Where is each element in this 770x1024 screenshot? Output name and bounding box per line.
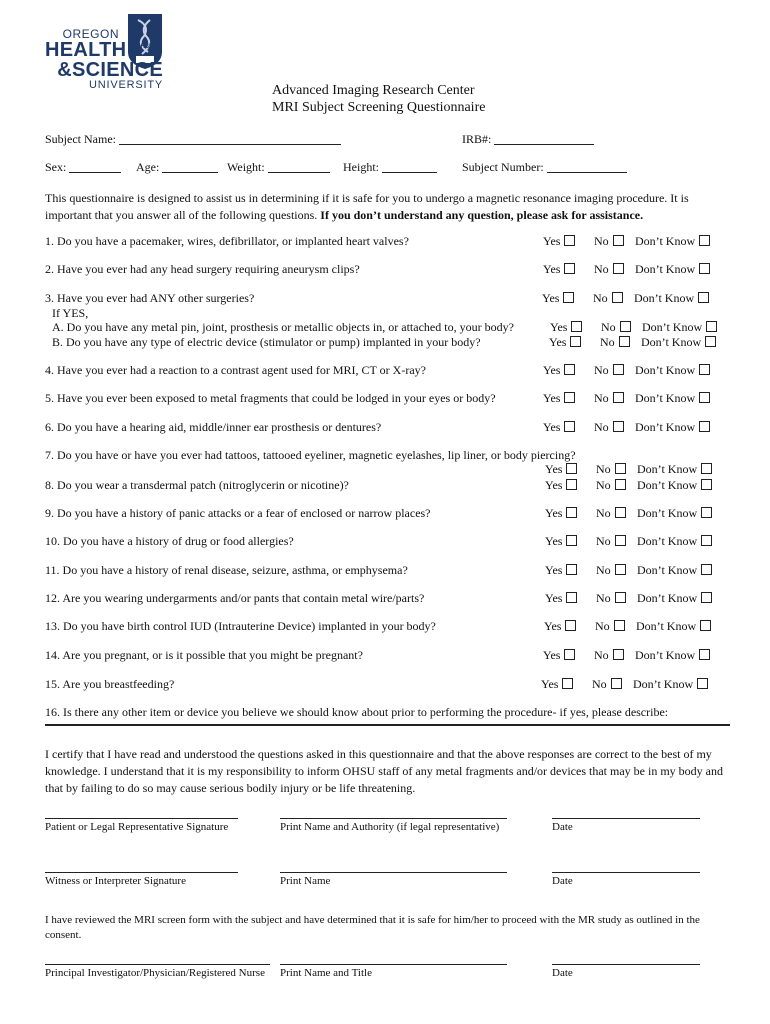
question-11: 11. Do you have a history of renal disease, seizure, asthma, or emphysema? bbox=[45, 563, 408, 577]
q11-dont-know-option[interactable] bbox=[637, 563, 712, 578]
answer-label: Yes bbox=[543, 420, 561, 434]
checkbox[interactable] bbox=[614, 620, 625, 631]
height-field[interactable] bbox=[343, 160, 437, 175]
answer-label: Yes bbox=[545, 506, 563, 520]
answer-label: Don’t Know bbox=[635, 363, 696, 377]
subject-number-line[interactable] bbox=[547, 160, 627, 173]
print-name-title-label: Print Name and Title bbox=[280, 967, 372, 979]
checkbox[interactable] bbox=[620, 321, 631, 332]
checkbox[interactable] bbox=[566, 479, 577, 490]
answer-label: Don’t Know bbox=[635, 234, 696, 248]
checkbox[interactable] bbox=[566, 507, 577, 518]
q12-dont-know-option[interactable] bbox=[637, 591, 712, 606]
checkbox[interactable] bbox=[699, 364, 710, 375]
checkbox[interactable] bbox=[699, 421, 710, 432]
q2-dont-know-option[interactable] bbox=[635, 262, 710, 277]
intro-paragraph bbox=[45, 190, 730, 224]
answer-label: No bbox=[596, 506, 611, 520]
checkbox[interactable] bbox=[563, 292, 574, 303]
q12-yes-option[interactable] bbox=[545, 591, 577, 606]
answer-label: Don’t Know bbox=[637, 462, 698, 476]
checkbox[interactable] bbox=[701, 592, 712, 603]
question-13: 13. Do you have birth control IUD (Intrauterine Device) implanted in your body? bbox=[45, 619, 436, 633]
logo-line-university: UNIVERSITY bbox=[88, 79, 163, 91]
checkbox[interactable] bbox=[566, 535, 577, 546]
q12-no-option[interactable] bbox=[596, 591, 626, 606]
answer-label: Yes bbox=[545, 534, 563, 548]
checkbox[interactable] bbox=[615, 463, 626, 474]
checkbox[interactable] bbox=[565, 620, 576, 631]
page-title: Advanced Imaging Research Center bbox=[272, 83, 475, 98]
checkbox[interactable] bbox=[613, 649, 624, 660]
answer-label: No bbox=[594, 391, 609, 405]
q14-yes-option[interactable] bbox=[543, 648, 575, 663]
question-3: 3. Have you ever had ANY other surgeries? bbox=[45, 291, 255, 305]
q15-dont-know-option[interactable] bbox=[633, 677, 708, 692]
q3a-yes-option[interactable] bbox=[550, 320, 582, 335]
q15-yes-option[interactable] bbox=[541, 677, 573, 692]
answer-label: Yes bbox=[545, 478, 563, 492]
patient-signature-line[interactable] bbox=[45, 818, 238, 819]
answer-label: Don’t Know bbox=[633, 677, 694, 691]
checkbox[interactable] bbox=[566, 592, 577, 603]
checkbox[interactable] bbox=[615, 535, 626, 546]
checkbox[interactable] bbox=[613, 364, 624, 375]
checkbox[interactable] bbox=[705, 336, 716, 347]
answer-label: No bbox=[594, 262, 609, 276]
date-label-1: Date bbox=[552, 821, 573, 833]
checkbox[interactable] bbox=[570, 336, 581, 347]
answer-label: Don’t Know bbox=[642, 320, 703, 334]
date-line-1[interactable] bbox=[552, 818, 700, 819]
checkbox[interactable] bbox=[701, 463, 712, 474]
q4-yes-option[interactable] bbox=[543, 363, 575, 378]
answer-label: Yes bbox=[541, 677, 559, 691]
answer-label: No bbox=[595, 619, 610, 633]
answer-label: Don’t Know bbox=[634, 291, 695, 305]
pi-signature-line[interactable] bbox=[45, 964, 270, 965]
checkbox[interactable] bbox=[613, 235, 624, 246]
question-3a: A. Do you have any metal pin, joint, prosthesis or metallic objects in, or attached to, your body? bbox=[52, 320, 514, 334]
q3-yes-option[interactable] bbox=[542, 291, 574, 306]
date-label-3: Date bbox=[552, 967, 573, 979]
answer-label: Yes bbox=[542, 291, 560, 305]
question-1: 1. Do you have a pacemaker, wires, defibrillator, or implanted heart valves? bbox=[45, 234, 409, 248]
answer-label: No bbox=[592, 677, 607, 691]
q9-dont-know-option[interactable] bbox=[637, 506, 712, 521]
date-line-3[interactable] bbox=[552, 964, 700, 965]
answer-label: Don’t Know bbox=[635, 420, 696, 434]
checkbox[interactable] bbox=[615, 564, 626, 575]
q13-dont-know-option[interactable] bbox=[636, 619, 711, 634]
answer-label: Don’t Know bbox=[635, 391, 696, 405]
date-line-2[interactable] bbox=[552, 872, 700, 873]
q5-no-option[interactable] bbox=[594, 391, 624, 406]
intro-text: This questionnaire is designed to assist us in determining if it is safe for you to undergo a magnetic resonance imaging procedure. It is important that you answer all of the following questions. bbox=[45, 191, 689, 222]
checkbox[interactable] bbox=[700, 620, 711, 631]
q6-yes-option[interactable] bbox=[543, 420, 575, 435]
weight-field[interactable] bbox=[227, 160, 330, 175]
q14-dont-know-option[interactable] bbox=[635, 648, 710, 663]
q3-no-option[interactable] bbox=[593, 291, 623, 306]
answer-label: Yes bbox=[545, 563, 563, 577]
answer-label: No bbox=[593, 291, 608, 305]
answer-label: No bbox=[600, 335, 615, 349]
print-name-label: Print Name bbox=[280, 875, 331, 887]
print-name-authority-line[interactable] bbox=[280, 818, 507, 819]
pi-signature-label: Principal Investigator/Physician/Registered Nurse bbox=[45, 967, 265, 979]
checkbox[interactable] bbox=[613, 263, 624, 274]
q7-yes-option[interactable] bbox=[545, 462, 577, 477]
checkbox[interactable] bbox=[612, 292, 623, 303]
checkbox[interactable] bbox=[564, 392, 575, 403]
weight-label: Weight: bbox=[227, 160, 265, 174]
checkbox[interactable] bbox=[699, 235, 710, 246]
checkbox[interactable] bbox=[566, 564, 577, 575]
answer-label: Yes bbox=[543, 391, 561, 405]
checkbox[interactable] bbox=[706, 321, 717, 332]
answer-label: No bbox=[594, 363, 609, 377]
checkbox[interactable] bbox=[613, 421, 624, 432]
checkbox[interactable] bbox=[566, 463, 577, 474]
checkbox[interactable] bbox=[564, 421, 575, 432]
age-label: Age: bbox=[136, 160, 160, 174]
answer-label: Yes bbox=[550, 320, 568, 334]
q2-no-option[interactable] bbox=[594, 262, 624, 277]
answer-label: Yes bbox=[543, 234, 561, 248]
answer-label: No bbox=[596, 462, 611, 476]
subject-number-field[interactable] bbox=[462, 160, 627, 175]
question-4: 4. Have you ever had a reaction to a contrast agent used for MRI, CT or X-ray? bbox=[45, 363, 426, 377]
q4-no-option[interactable] bbox=[594, 363, 624, 378]
subject-name-line[interactable] bbox=[119, 132, 341, 145]
q1-dont-know-option[interactable] bbox=[635, 234, 710, 249]
answer-label: Yes bbox=[545, 462, 563, 476]
answer-label: No bbox=[596, 534, 611, 548]
page-subtitle: MRI Subject Screening Questionnaire bbox=[272, 100, 486, 115]
q5-dont-know-option[interactable] bbox=[635, 391, 710, 406]
answer-label: Don’t Know bbox=[637, 478, 698, 492]
answer-label: Yes bbox=[544, 619, 562, 633]
irb-field[interactable] bbox=[462, 132, 594, 147]
answer-label: No bbox=[594, 648, 609, 662]
checkbox[interactable] bbox=[571, 321, 582, 332]
answer-label: Don’t Know bbox=[636, 619, 697, 633]
answer-label: No bbox=[596, 591, 611, 605]
q3b-yes-option[interactable] bbox=[549, 335, 581, 350]
q8-yes-option[interactable] bbox=[545, 478, 577, 493]
checkbox[interactable] bbox=[564, 263, 575, 274]
checkbox[interactable] bbox=[611, 678, 622, 689]
question-16: 16. Is there any other item or device you believe we should know about prior to performing the procedure- if yes, please describe: bbox=[45, 705, 669, 719]
answer-label: Yes bbox=[549, 335, 567, 349]
q2-yes-option[interactable] bbox=[543, 262, 575, 277]
answer-label: Yes bbox=[543, 648, 561, 662]
q10-yes-option[interactable] bbox=[545, 534, 577, 549]
logo-badge: OHSU bbox=[136, 44, 154, 50]
checkbox[interactable] bbox=[699, 649, 710, 660]
question-15: 15. Are you breastfeeding? bbox=[45, 677, 175, 691]
sex-label: Sex: bbox=[45, 160, 67, 174]
q8-no-option[interactable] bbox=[596, 478, 626, 493]
answer-label: No bbox=[594, 234, 609, 248]
q11-no-option[interactable] bbox=[596, 563, 626, 578]
sex-line[interactable] bbox=[69, 160, 121, 173]
irb-label: IRB#: bbox=[462, 132, 492, 146]
answer-label: No bbox=[596, 563, 611, 577]
question-3b: B. Do you have any type of electric device (stimulator or pump) implanted in your body? bbox=[52, 335, 481, 349]
intro-bold: If you don’t understand any question, please ask for assistance. bbox=[320, 208, 644, 222]
q1-no-option[interactable] bbox=[594, 234, 624, 249]
q3a-no-option[interactable] bbox=[601, 320, 631, 335]
answer-label: Yes bbox=[545, 591, 563, 605]
checkbox[interactable] bbox=[562, 678, 573, 689]
answer-label: Don’t Know bbox=[637, 534, 698, 548]
subject-name-label: Subject Name: bbox=[45, 132, 116, 146]
checkbox[interactable] bbox=[701, 535, 712, 546]
q16-answer-line[interactable] bbox=[45, 724, 730, 726]
checkbox[interactable] bbox=[697, 678, 708, 689]
checkbox[interactable] bbox=[619, 336, 630, 347]
subject-name-field[interactable] bbox=[45, 132, 341, 147]
checkbox[interactable] bbox=[699, 392, 710, 403]
q6-no-option[interactable] bbox=[594, 420, 624, 435]
question-12: 12. Are you wearing undergarments and/or pants that contain metal wire/parts? bbox=[45, 591, 425, 605]
date-label-2: Date bbox=[552, 875, 573, 887]
checkbox[interactable] bbox=[564, 364, 575, 375]
checkbox[interactable] bbox=[564, 649, 575, 660]
checkbox[interactable] bbox=[698, 292, 709, 303]
q5-yes-option[interactable] bbox=[543, 391, 575, 406]
logo-line-science: &SCIENCE bbox=[57, 59, 163, 81]
subject-number-label: Subject Number: bbox=[462, 160, 544, 174]
answer-label: No bbox=[594, 420, 609, 434]
witness-signature-label: Witness or Interpreter Signature bbox=[45, 875, 186, 887]
patient-signature-label: Patient or Legal Representative Signature bbox=[45, 821, 229, 833]
print-name-title-line[interactable] bbox=[280, 964, 507, 965]
q10-no-option[interactable] bbox=[596, 534, 626, 549]
q8-dont-know-option[interactable] bbox=[637, 478, 712, 493]
checkbox[interactable] bbox=[701, 507, 712, 518]
answer-label: Don’t Know bbox=[635, 262, 696, 276]
checkbox[interactable] bbox=[615, 479, 626, 490]
q7-dont-know-option[interactable] bbox=[637, 462, 712, 477]
answer-label: No bbox=[601, 320, 616, 334]
answer-label: Yes bbox=[543, 363, 561, 377]
q14-no-option[interactable] bbox=[594, 648, 624, 663]
print-name-line[interactable] bbox=[280, 872, 507, 873]
age-field[interactable] bbox=[136, 160, 218, 175]
answer-label: Don’t Know bbox=[637, 506, 698, 520]
question-7: 7. Do you have or have you ever had tattoos, tattooed eyeliner, magnetic eyelashes, lip liner, or body piercing? bbox=[45, 448, 576, 462]
checkbox[interactable] bbox=[613, 392, 624, 403]
q9-yes-option[interactable] bbox=[545, 506, 577, 521]
irb-line[interactable] bbox=[494, 132, 594, 145]
checkbox[interactable] bbox=[615, 507, 626, 518]
certification-paragraph: I certify that I have read and understood the questions asked in this questionnaire and that the above responses are correct to the best of my knowledge. I understand that it is my responsibility to inform OHSU staff of any metal fragments and/or devices that may be in my body and that by failing to do so may cause serious bodily injury or be life threatening. bbox=[45, 747, 723, 795]
question-9: 9. Do you have a history of panic attacks or a fear of enclosed or narrow places? bbox=[45, 506, 431, 520]
question-2: 2. Have you ever had any head surgery requiring aneurysm clips? bbox=[45, 262, 360, 276]
answer-label: Yes bbox=[543, 262, 561, 276]
witness-signature-line[interactable] bbox=[45, 872, 238, 873]
checkbox[interactable] bbox=[564, 235, 575, 246]
answer-label: Don’t Know bbox=[635, 648, 696, 662]
q13-no-option[interactable] bbox=[595, 619, 625, 634]
height-label: Height: bbox=[343, 160, 379, 174]
age-line[interactable] bbox=[162, 160, 218, 173]
q13-yes-option[interactable] bbox=[544, 619, 576, 634]
q11-yes-option[interactable] bbox=[545, 563, 577, 578]
q10-dont-know-option[interactable] bbox=[637, 534, 712, 549]
height-line[interactable] bbox=[382, 160, 437, 173]
answer-label: Don’t Know bbox=[637, 591, 698, 605]
q15-no-option[interactable] bbox=[592, 677, 622, 692]
q4-dont-know-option[interactable] bbox=[635, 363, 710, 378]
checkbox[interactable] bbox=[699, 263, 710, 274]
checkbox[interactable] bbox=[701, 479, 712, 490]
logo-wordmark bbox=[45, 28, 163, 91]
q6-dont-know-option[interactable] bbox=[635, 420, 710, 435]
checkbox[interactable] bbox=[701, 564, 712, 575]
q3-dont-know-option[interactable] bbox=[634, 291, 709, 306]
answer-label: Don’t Know bbox=[641, 335, 702, 349]
weight-line[interactable] bbox=[268, 160, 330, 173]
answer-label: Don’t Know bbox=[637, 563, 698, 577]
question-5: 5. Have you ever been exposed to metal fragments that could be lodged in your eyes or body? bbox=[45, 391, 496, 405]
checkbox[interactable] bbox=[615, 592, 626, 603]
answer-label: No bbox=[596, 478, 611, 492]
q7-no-option[interactable] bbox=[596, 462, 626, 477]
question-10: 10. Do you have a history of drug or food allergies? bbox=[45, 534, 294, 548]
question-3-ifyes: If YES, bbox=[52, 306, 89, 320]
q3b-dont-know-option[interactable] bbox=[641, 335, 716, 350]
question-14: 14. Are you pregnant, or is it possible that you might be pregnant? bbox=[45, 648, 363, 662]
q3a-dont-know-option[interactable] bbox=[642, 320, 717, 335]
q9-no-option[interactable] bbox=[596, 506, 626, 521]
question-6: 6. Do you have a hearing aid, middle/inner ear prosthesis or dentures? bbox=[45, 420, 382, 434]
print-name-authority-label: Print Name and Authority (if legal representative) bbox=[280, 821, 500, 833]
review-statement: I have reviewed the MRI screen form with the subject and have determined that it is safe for him/her to proceed with the MR study as outlined in the consent. bbox=[45, 914, 700, 941]
logo-line-oregon: OREGON bbox=[62, 27, 119, 41]
q1-yes-option[interactable] bbox=[543, 234, 575, 249]
sex-field[interactable] bbox=[45, 160, 121, 175]
q3b-no-option[interactable] bbox=[600, 335, 630, 350]
logo-line-health: HEALTH bbox=[45, 39, 127, 61]
question-8: 8. Do you wear a transdermal patch (nitroglycerin or nicotine)? bbox=[45, 478, 349, 492]
